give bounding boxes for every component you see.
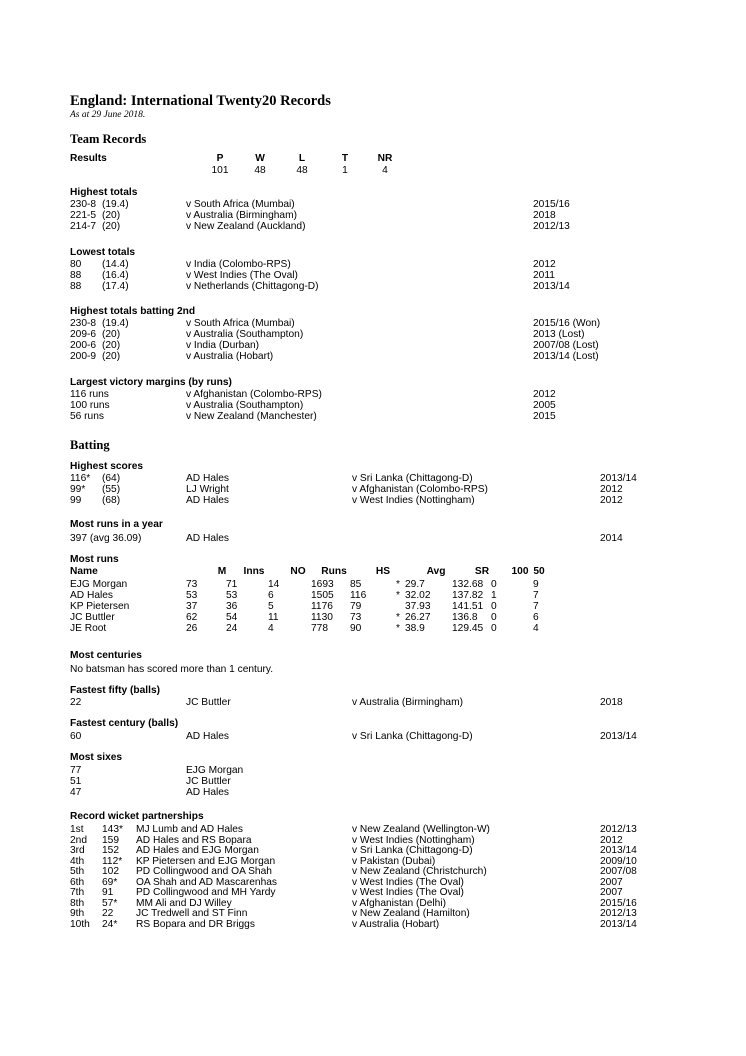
- table-cell: 112*: [102, 855, 123, 867]
- subheading: Highest scores: [70, 461, 144, 472]
- table-cell: 1505: [311, 590, 334, 601]
- table-cell: 99*: [70, 484, 86, 495]
- results-label: Results: [70, 153, 107, 164]
- table-cell: v West Indies (The Oval): [352, 876, 464, 888]
- table-cell: PD Collingwood and MH Yardy: [136, 887, 276, 898]
- table-cell: 56 runs: [70, 411, 104, 422]
- table-cell: 88: [70, 281, 82, 292]
- table-cell: 4th: [70, 855, 85, 867]
- table-cell: 2012/13: [600, 824, 637, 835]
- subheading: Highest totals: [70, 187, 138, 198]
- table-cell: 9: [533, 579, 539, 590]
- table-cell: 2013/14: [533, 281, 570, 292]
- table-cell: 209-6: [70, 329, 97, 340]
- table-cell: *: [396, 579, 400, 590]
- results-value: 48: [296, 165, 308, 176]
- results-header: T: [341, 153, 349, 164]
- table-cell: 2018: [600, 697, 623, 708]
- table-cell: 77: [70, 765, 82, 776]
- table-cell: (20): [102, 221, 121, 232]
- table-cell: (68): [102, 495, 121, 506]
- table-cell: 7th: [70, 887, 85, 898]
- table-cell: v Afghanistan (Colombo-RPS): [186, 389, 322, 400]
- table-cell: 2012: [533, 389, 556, 400]
- document-subtitle: As at 29 June 2018.: [70, 110, 146, 120]
- table-cell: v Sri Lanka (Chittagong-D): [352, 473, 473, 484]
- table-cell: 152: [102, 845, 119, 856]
- table-cell: 5: [268, 601, 274, 612]
- table-cell: JC Buttler: [186, 697, 231, 708]
- table-cell: 2013/14: [600, 473, 637, 484]
- table-header: Avg: [426, 566, 446, 577]
- table-cell: 0: [491, 612, 497, 623]
- results-header: P: [216, 153, 224, 164]
- table-header: NO: [290, 566, 306, 577]
- table-cell: 88: [70, 270, 82, 281]
- table-cell: v West Indies (Nottingham): [352, 834, 475, 846]
- table-cell: AD Hales: [186, 495, 230, 506]
- table-cell: 3rd: [70, 845, 85, 856]
- table-cell: v Pakistan (Dubai): [352, 855, 436, 867]
- table-cell: AD Hales: [70, 590, 114, 601]
- table-cell: 91: [102, 887, 114, 898]
- table-cell: 2018: [533, 210, 556, 221]
- table-cell: 6: [533, 612, 539, 623]
- subheading: Record wicket partnerships: [70, 811, 204, 822]
- table-cell: 0: [491, 579, 497, 590]
- subheading: Most runs: [70, 554, 119, 565]
- table-cell: LJ Wright: [186, 484, 229, 495]
- table-cell: AD Hales and RS Bopara: [136, 834, 252, 846]
- table-cell: 200-6: [70, 340, 97, 351]
- table-cell: MM Ali and DJ Willey: [136, 897, 232, 909]
- subheading: Lowest totals: [70, 247, 136, 258]
- body-text: No batsman has scored more than 1 century.: [70, 664, 274, 675]
- subheading: Largest victory margins (by runs): [70, 377, 232, 388]
- table-cell: 2015/16: [533, 199, 570, 210]
- table-cell: 4: [533, 623, 539, 634]
- table-cell: (55): [102, 484, 121, 495]
- table-header: HS: [375, 566, 391, 577]
- table-cell: v India (Colombo-RPS): [186, 259, 291, 270]
- table-cell: 1130: [311, 612, 333, 623]
- table-cell: 51: [70, 776, 82, 787]
- table-cell: 2007/08 (Lost): [533, 340, 599, 351]
- table-cell: 29.7: [405, 579, 425, 590]
- table-cell: KP Pietersen: [70, 601, 130, 612]
- table-cell: v Netherlands (Chittagong-D): [186, 281, 319, 292]
- table-header: Inns: [243, 566, 265, 577]
- results-header: NR: [377, 153, 393, 164]
- table-cell: v Afghanistan (Colombo-RPS): [352, 484, 488, 495]
- table-cell: 2015: [533, 411, 556, 422]
- table-cell: v Australia (Hobart): [352, 918, 440, 930]
- table-cell: 24: [226, 623, 238, 634]
- table-cell: 6: [268, 590, 274, 601]
- table-cell: (20): [102, 340, 121, 351]
- table-cell: v Australia (Southampton): [186, 400, 304, 411]
- section-heading-batting: Batting: [70, 438, 110, 452]
- table-header: 50: [533, 566, 545, 577]
- table-cell: (19.4): [102, 199, 129, 210]
- table-cell: (20): [102, 329, 121, 340]
- table-cell: 2nd: [70, 834, 87, 846]
- results-value: 101: [211, 165, 229, 176]
- table-header: Name: [70, 566, 98, 577]
- table-cell: JC Buttler: [70, 612, 115, 623]
- table-cell: 2012/13: [600, 908, 637, 919]
- table-cell: 2013 (Lost): [533, 329, 585, 340]
- table-cell: v New Zealand (Christchurch): [352, 866, 487, 877]
- table-cell: MJ Lumb and AD Hales: [136, 824, 244, 835]
- table-cell: 397 (avg 36.09): [70, 533, 142, 544]
- table-cell: 2012/13: [533, 221, 570, 232]
- table-cell: 2007: [600, 887, 623, 898]
- table-cell: v New Zealand (Hamilton): [352, 908, 470, 919]
- results-value: 1: [342, 165, 348, 176]
- table-cell: 9th: [70, 908, 85, 919]
- table-cell: 137.82: [452, 590, 484, 601]
- table-cell: 53: [226, 590, 238, 601]
- results-value: 48: [254, 165, 266, 176]
- table-cell: 2014: [600, 533, 623, 544]
- table-cell: v Australia (Hobart): [186, 351, 274, 362]
- table-cell: 60: [70, 731, 82, 742]
- table-cell: 22: [102, 908, 114, 919]
- table-cell: 214-7: [70, 221, 97, 232]
- table-cell: 132.68: [452, 579, 484, 590]
- table-cell: JC Buttler: [186, 776, 231, 787]
- table-cell: AD Hales: [186, 473, 230, 484]
- table-cell: 8th: [70, 897, 85, 909]
- table-cell: 1st: [70, 824, 84, 835]
- table-cell: 2015/16 (Won): [533, 318, 601, 329]
- table-cell: 5th: [70, 866, 85, 877]
- table-cell: (16.4): [102, 270, 129, 281]
- table-cell: v New Zealand (Manchester): [186, 411, 317, 422]
- table-cell: 73: [186, 579, 198, 590]
- table-cell: 100 runs: [70, 400, 110, 411]
- table-cell: 38.9: [405, 623, 425, 634]
- table-cell: (14.4): [102, 259, 129, 270]
- table-cell: 62: [186, 612, 198, 623]
- table-cell: AD Hales: [186, 787, 230, 798]
- table-cell: v Australia (Birmingham): [186, 210, 297, 221]
- table-cell: 2007/08: [600, 866, 637, 877]
- table-cell: 2011: [533, 270, 555, 281]
- table-cell: 2012: [600, 834, 623, 846]
- table-cell: *: [396, 623, 400, 634]
- table-cell: 54: [226, 612, 238, 623]
- table-cell: v Sri Lanka (Chittagong-D): [352, 845, 473, 856]
- document-title: England: International Twenty20 Records: [70, 93, 331, 109]
- table-cell: JE Root: [70, 623, 107, 634]
- table-cell: 143*: [102, 824, 123, 835]
- table-cell: 116 runs: [70, 389, 109, 400]
- table-cell: 116*: [70, 473, 91, 484]
- table-cell: 22: [70, 697, 82, 708]
- table-cell: 57*: [102, 897, 118, 909]
- table-cell: 37.93: [405, 601, 431, 612]
- table-cell: v India (Durban): [186, 340, 260, 351]
- table-cell: 230-8: [70, 199, 97, 210]
- table-cell: 116: [350, 590, 367, 601]
- table-cell: 24*: [102, 918, 118, 930]
- subheading: Most runs in a year: [70, 519, 163, 530]
- table-cell: 0: [491, 623, 497, 634]
- table-cell: 53: [186, 590, 198, 601]
- table-cell: PD Collingwood and OA Shah: [136, 866, 272, 877]
- table-cell: 47: [70, 787, 82, 798]
- table-cell: v Sri Lanka (Chittagong-D): [352, 731, 473, 742]
- table-cell: 36: [226, 601, 238, 612]
- table-cell: 2013/14: [600, 918, 637, 930]
- table-cell: 37: [186, 601, 198, 612]
- table-cell: 69*: [102, 876, 118, 888]
- table-header: M: [217, 566, 227, 577]
- table-cell: 80: [70, 259, 82, 270]
- table-cell: 99: [70, 495, 82, 506]
- table-header: SR: [474, 566, 490, 577]
- table-cell: AD Hales: [186, 533, 230, 544]
- table-cell: 1693: [311, 579, 334, 590]
- table-cell: 2013/14: [600, 731, 637, 742]
- table-cell: v Australia (Birmingham): [352, 697, 463, 708]
- table-cell: v South Africa (Mumbai): [186, 199, 295, 210]
- table-cell: (64): [102, 473, 121, 484]
- results-header: W: [255, 153, 265, 164]
- table-cell: 230-8: [70, 318, 97, 329]
- table-cell: 102: [102, 866, 119, 877]
- table-cell: 2013/14 (Lost): [533, 351, 599, 362]
- table-cell: v South Africa (Mumbai): [186, 318, 295, 329]
- results-value: 4: [382, 165, 388, 176]
- table-cell: v West Indies (The Oval): [352, 887, 464, 898]
- table-cell: 1: [491, 590, 497, 601]
- table-cell: 141.51: [452, 601, 484, 612]
- table-cell: 2015/16: [600, 897, 637, 909]
- table-cell: v West Indies (Nottingham): [352, 495, 475, 506]
- table-cell: 2012: [533, 259, 556, 270]
- table-cell: 7: [533, 601, 539, 612]
- table-cell: 0: [491, 601, 497, 612]
- table-cell: v New Zealand (Auckland): [186, 221, 306, 232]
- table-cell: 10th: [70, 918, 90, 930]
- table-cell: EJG Morgan: [70, 579, 128, 590]
- table-cell: EJG Morgan: [186, 765, 244, 776]
- table-cell: 159: [102, 834, 119, 846]
- table-header: 100: [511, 566, 529, 577]
- table-cell: 85: [350, 579, 362, 590]
- table-cell: 32.02: [405, 590, 431, 601]
- table-cell: v Australia (Southampton): [186, 329, 304, 340]
- table-cell: AD Hales: [186, 731, 230, 742]
- table-cell: (20): [102, 210, 121, 221]
- table-cell: 129.45: [452, 623, 484, 634]
- subheading: Fastest century (balls): [70, 718, 179, 729]
- table-cell: v West Indies (The Oval): [186, 270, 298, 281]
- table-cell: 6th: [70, 876, 85, 888]
- table-cell: 2012: [600, 495, 623, 506]
- table-cell: JC Tredwell and ST Finn: [136, 908, 248, 919]
- table-cell: 11: [268, 612, 279, 623]
- table-cell: 136.8: [452, 612, 478, 623]
- table-cell: OA Shah and AD Mascarenhas: [136, 876, 278, 888]
- table-cell: *: [396, 590, 400, 601]
- table-cell: 2013/14: [600, 845, 637, 856]
- results-header: L: [298, 153, 306, 164]
- table-cell: 200-9: [70, 351, 97, 362]
- table-cell: KP Pietersen and EJG Morgan: [136, 855, 276, 867]
- table-cell: 26: [186, 623, 198, 634]
- subheading: Most centuries: [70, 650, 142, 661]
- section-heading-team-records: Team Records: [70, 132, 147, 146]
- table-cell: 79: [350, 601, 362, 612]
- subheading: Highest totals batting 2nd: [70, 306, 196, 317]
- table-cell: (17.4): [102, 281, 129, 292]
- table-cell: 14: [268, 579, 280, 590]
- subheading: Fastest fifty (balls): [70, 685, 161, 696]
- table-cell: *: [396, 612, 400, 623]
- table-cell: 1176: [311, 601, 333, 612]
- table-cell: (19.4): [102, 318, 129, 329]
- table-cell: v Afghanistan (Delhi): [352, 897, 446, 909]
- table-cell: 71: [226, 579, 238, 590]
- table-cell: 2007: [600, 876, 623, 888]
- table-cell: 2012: [600, 484, 623, 495]
- table-cell: 4: [268, 623, 274, 634]
- table-cell: 2005: [533, 400, 556, 411]
- table-cell: v New Zealand (Wellington-W): [352, 824, 490, 835]
- table-cell: 7: [533, 590, 539, 601]
- table-cell: 73: [350, 612, 362, 623]
- table-cell: 221-5: [70, 210, 97, 221]
- table-cell: 2009/10: [600, 855, 637, 867]
- table-cell: RS Bopara and DR Briggs: [136, 918, 255, 930]
- table-cell: (20): [102, 351, 121, 362]
- table-cell: 90: [350, 623, 362, 634]
- table-cell: 778: [311, 623, 328, 634]
- table-cell: 26.27: [405, 612, 431, 623]
- table-header: Runs: [321, 566, 347, 577]
- table-cell: AD Hales and EJG Morgan: [136, 845, 259, 856]
- subheading: Most sixes: [70, 752, 123, 763]
